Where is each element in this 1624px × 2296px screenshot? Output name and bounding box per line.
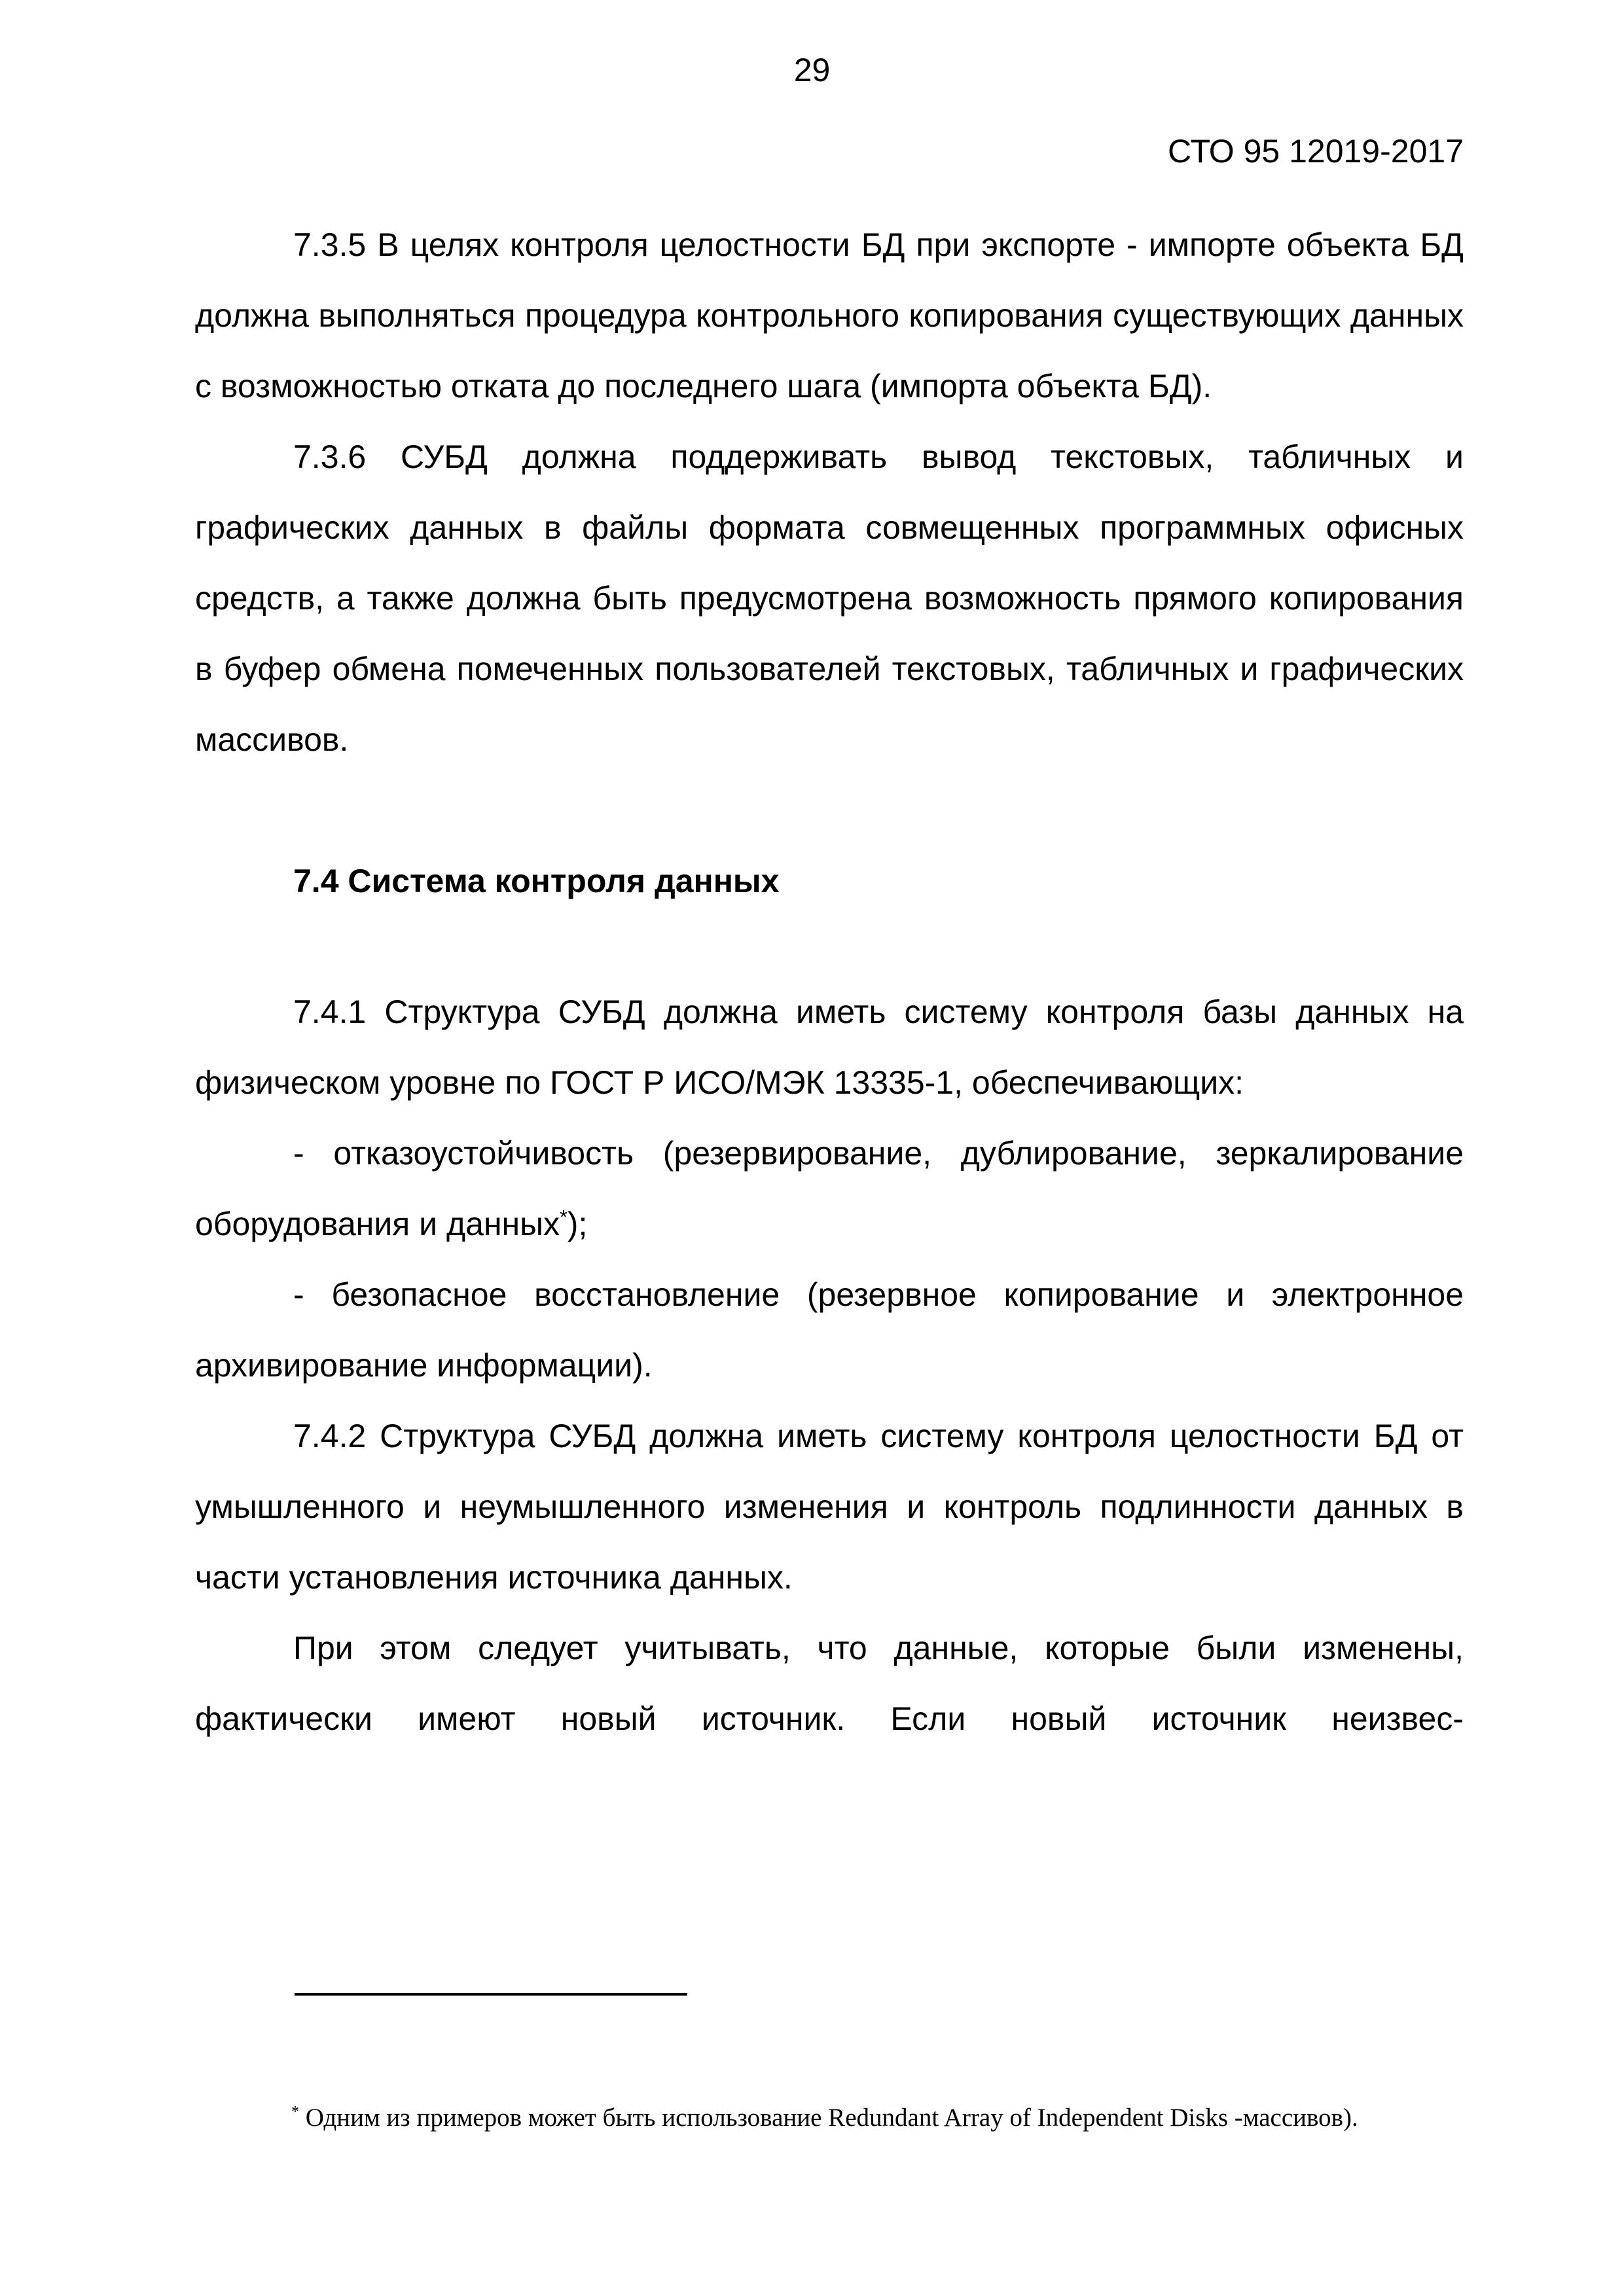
page-number: 29 — [793, 52, 831, 88]
footnote-marker: * — [291, 2104, 299, 2121]
footnote — [291, 2103, 1358, 2132]
list-item-fault-tolerance — [195, 1118, 1464, 1259]
section-heading-7-4: 7.4 Система контроля данных — [293, 863, 780, 899]
document-body — [195, 209, 1464, 1754]
footnote-text: Одним из примеров может быть использование Redundant Array of Independent Disks -массивов). — [299, 2104, 1358, 2132]
list-item-text: - отказоустойчивость (резервирование, дублирование, зеркалирование оборудования и данных — [195, 1135, 1464, 1242]
document-id: СТО 95 12019-2017 — [1168, 133, 1464, 170]
spacer — [195, 775, 1464, 846]
footnote-ref: * — [560, 1206, 568, 1229]
spacer — [195, 916, 1464, 977]
footnote-separator — [295, 1993, 687, 1996]
paragraph-7-4-1: 7.4.1 Структура СУБД должна иметь систему контроля базы данных на физическом уровне по ГОСТ Р ИСО/МЭК 13335-1, обеспечивающих: — [195, 994, 1464, 1101]
paragraph-7-3-6: 7.3.6 СУБД должна поддерживать вывод текстовых, табличных и графических данных в файлы формата совмещенных программных офисных средств, а также должна быть предусмотрена возможность прямого копирования в буфер обмена помеченных пользователей текстовых, табличных и графических массивов. — [195, 439, 1464, 758]
list-item-tail: ); — [567, 1206, 588, 1242]
paragraph-7-3-5: 7.3.5 В целях контроля целостности БД при экспорте - импорте объекта БД должна выполняться процедура контрольного копирования существующих данных с возможностью отката до последнего шага (импорта объекта БД). — [195, 226, 1464, 404]
list-item-safe-recovery: - безопасное восстановление (резервное копирование и электронное архивирование информации). — [195, 1276, 1464, 1384]
paragraph-7-4-2: 7.4.2 Структура СУБД должна иметь систему контроля целостности БД от умышленного и неумышленного изменения и контроль подлинности данных в части установления источника данных. — [195, 1418, 1464, 1596]
paragraph-note: При этом следует учитывать, что данные, которые были изменены, фактически имеют новый источник. Если новый источник неизвес- — [195, 1630, 1464, 1737]
